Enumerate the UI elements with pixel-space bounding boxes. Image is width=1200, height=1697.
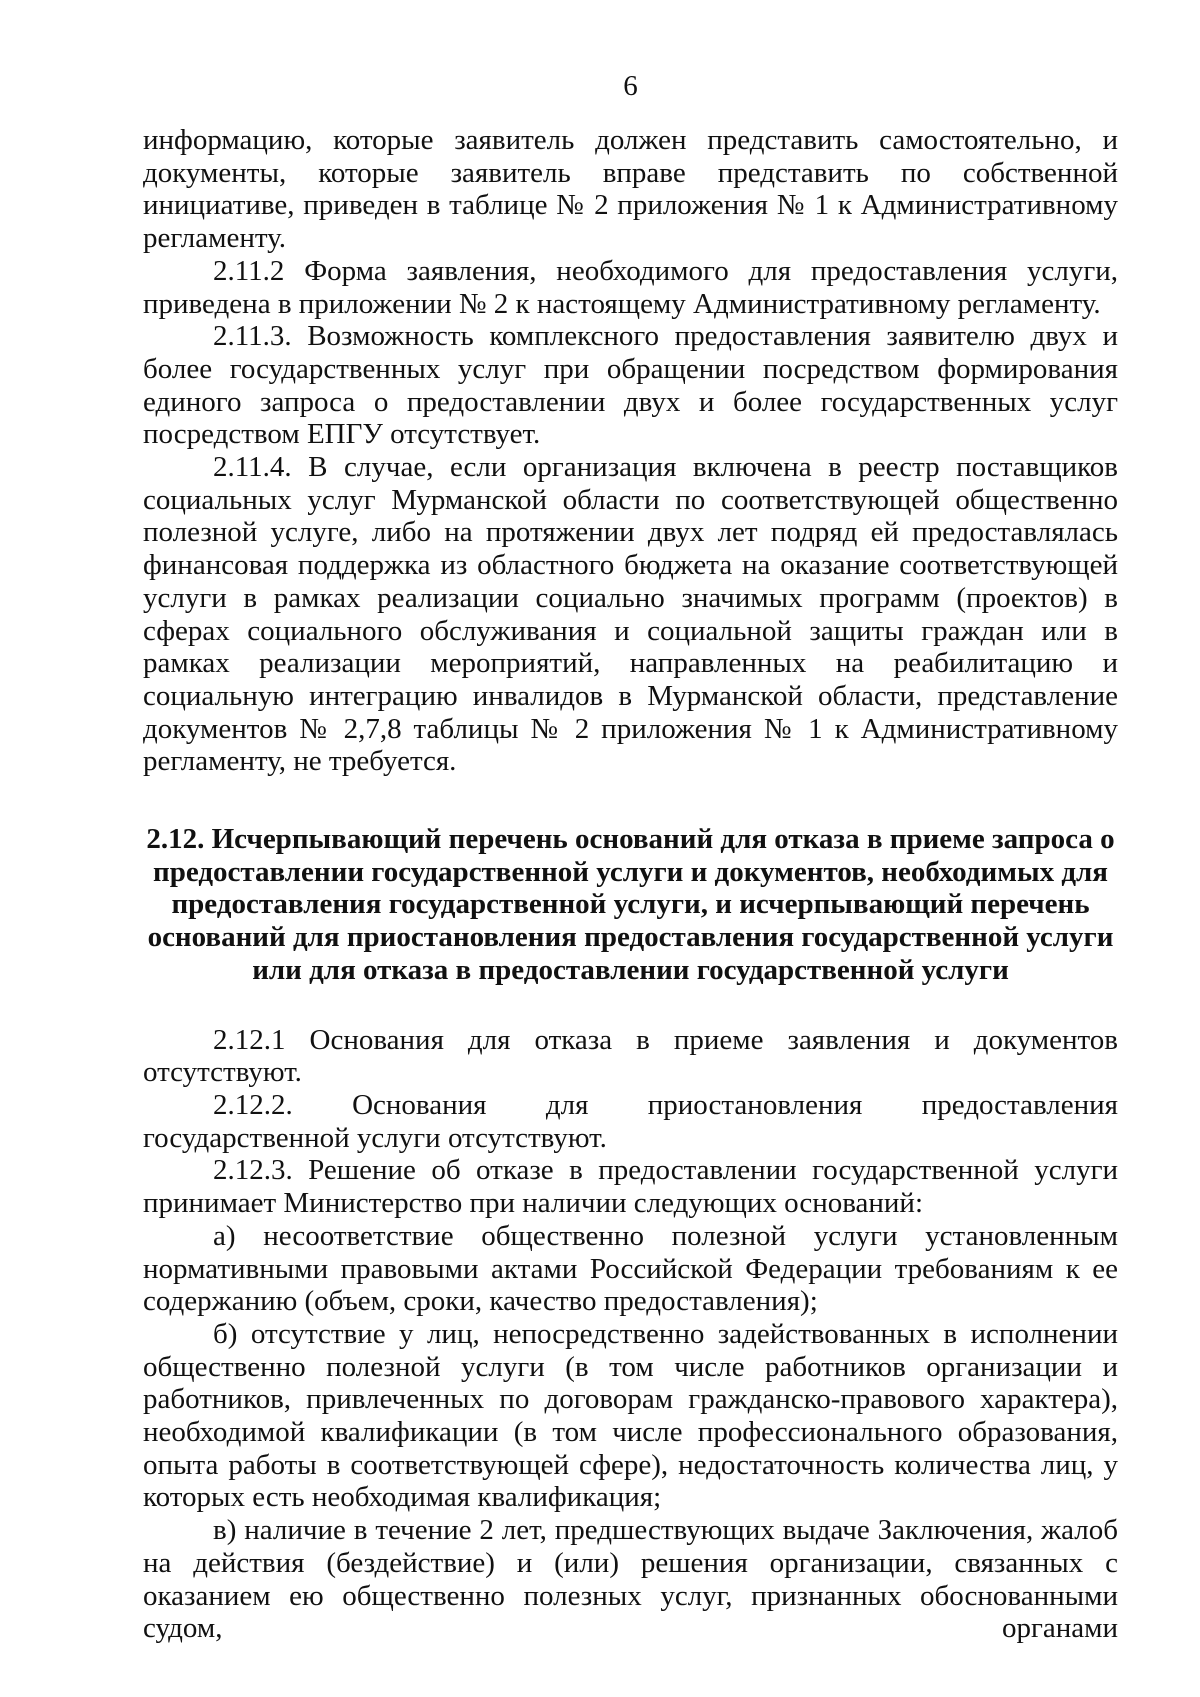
section-heading-line: оснований для приостановления предоставления государственной услуги bbox=[147, 921, 1114, 954]
list-item-a: а) несоответствие общественно полезной услуги установленным нормативными правовыми актами Российской Федерации требованиям к ее содержанию (объем, сроки, качество предоставления); bbox=[143, 1219, 1118, 1318]
section-heading-line: предоставлении государственной услуги и документов, необходимых для bbox=[153, 855, 1108, 888]
paragraph-2-12-2: 2.12.2. Основания для приостановления предоставления государственной услуги отсутствуют. bbox=[143, 1088, 1118, 1154]
paragraph-2-11-3: 2.11.3. Возможность комплексного предоставления заявителю двух и более государственных услуг при обращении посредством формирования единого запроса о предоставлении двух и более государственных услуг посредством ЕПГУ отсутствует. bbox=[143, 320, 1118, 451]
section-heading-line: 2.12. Исчерпывающий перечень оснований для отказа в приеме запроса о bbox=[146, 823, 1115, 856]
page-number: 6 bbox=[623, 70, 638, 102]
list-item-v: в) наличие в течение 2 лет, предшествующих выдаче Заключения, жалоб на действия (бездействие) и (или) решения организации, связанных с оказанием ею общественно полезных услуг, признанных обоснованными судом, органами bbox=[143, 1514, 1118, 1645]
paragraph-documents-list-end: информацию, которые заявитель должен представить самостоятельно, и документы, которые заявитель вправе представить по собственной инициативе, приведен в таблице № 2 приложения № 1 к Административному регламенту. bbox=[143, 124, 1118, 255]
list-item-b: б) отсутствие у лиц, непосредственно задействованных в исполнении общественно полезной услуги (в том числе работников организации и работников, привлеченных по договорам гражданско-правового характера), необходимой квалификации (в том числе профессионального образования, опыта работы в соответствующей сфере), недостаточность количества лиц, у которых есть необходимая квалификация; bbox=[143, 1317, 1118, 1514]
section-heading-2-12 bbox=[143, 823, 1118, 987]
paragraph-2-11-4: 2.11.4. В случае, если организация включена в реестр поставщиков социальных услуг Мурманской области по соответствующей общественно полезной услуге, либо на протяжении двух лет подряд ей предоставлялась финансовая поддержка из областного бюджета на оказание соответствующей услуги в рамках реализации социально значимых программ (проектов) в сферах социального обслуживания и социальной защиты граждан или в рамках реализации мероприятий, направленных на реабилитацию и социальную интеграцию инвалидов в Мурманской области, представление документов № 2,7,8 таблицы № 2 приложения № 1 к Административному регламенту, не требуется. bbox=[143, 451, 1118, 778]
section-heading-line: или для отказа в предоставлении государственной услуги bbox=[252, 953, 1009, 986]
paragraph-2-12-1: 2.12.1 Основания для отказа в приеме заявления и документов отсутствуют. bbox=[143, 1023, 1118, 1089]
paragraph-2-12-3: 2.12.3. Решение об отказе в предоставлении государственной услуги принимает Министерство при наличии следующих оснований: bbox=[143, 1154, 1118, 1220]
section-heading-line: предоставления государственной услуги, и исчерпывающий перечень bbox=[171, 888, 1090, 921]
document-page bbox=[143, 70, 1118, 1645]
paragraph-2-11-2: 2.11.2 Форма заявления, необходимого для предоставления услуги, приведена в приложении № 2 к настоящему Административному регламенту. bbox=[143, 254, 1118, 320]
